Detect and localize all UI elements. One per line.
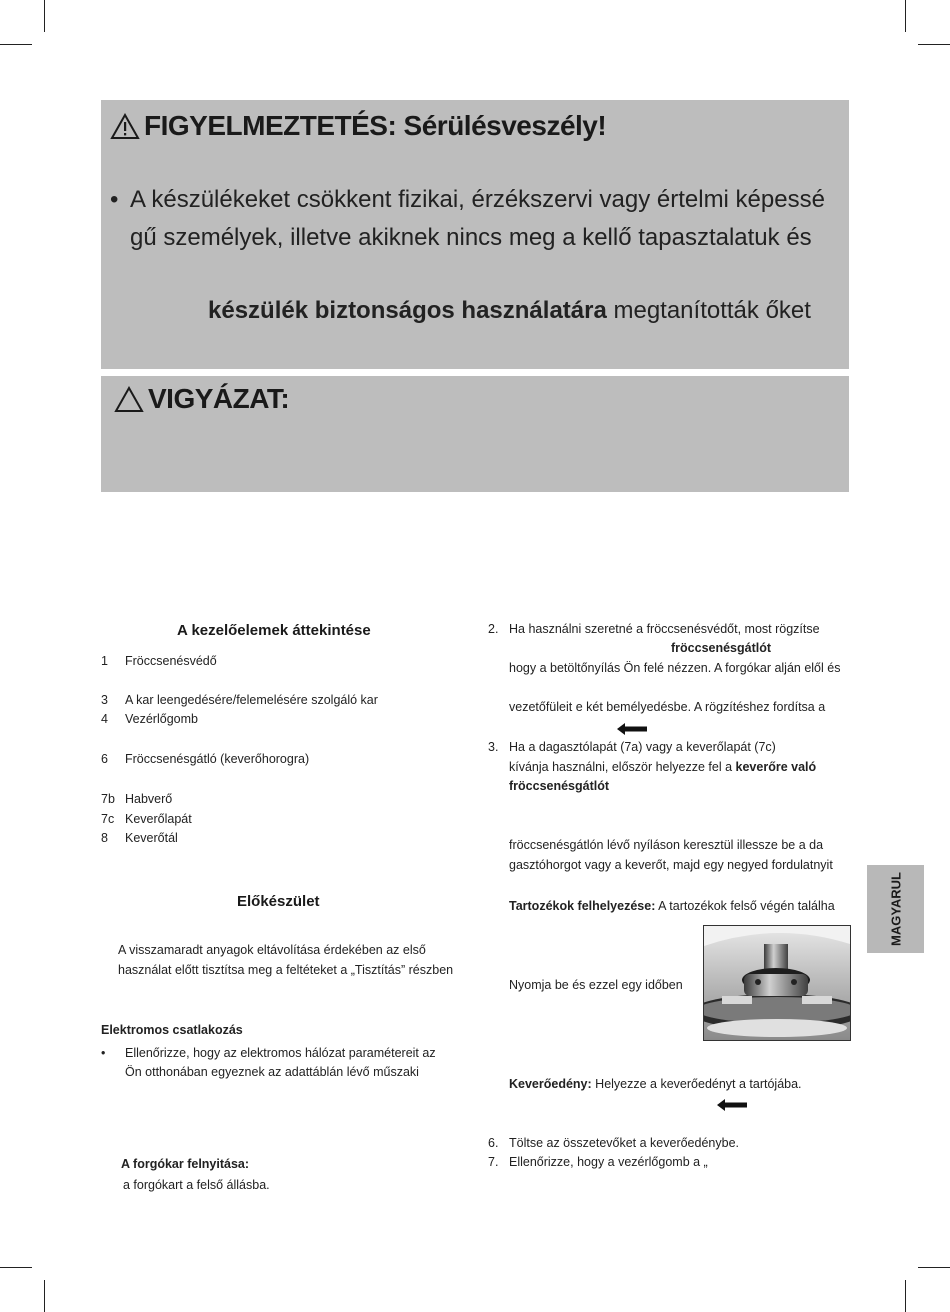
prep-text: használat előtt tisztítsa meg a feltéteket a „Tisztítás” részben [118,963,454,977]
step-number: 7. [488,1155,499,1169]
caution-title: VIGYÁZAT: [114,383,289,415]
step-text: fröccsenésgátlót [671,641,772,655]
crop-mark [918,1267,950,1268]
prep-text: A visszamaradt anyagok eltávolítása érdekében az első [118,943,426,957]
step-number: 6. [488,1136,499,1150]
list-item: Vezérlőgomb [125,712,198,726]
step-text: Ellenőrizze, hogy a vezérlőgomb a „ [509,1155,708,1169]
step-text: vezetőfüleit e két bemélyedésbe. A rögzítéshez fordítsa a [509,700,826,714]
mixer-hook-photo [703,925,851,1041]
warning-box [101,100,849,369]
crop-mark [44,0,45,32]
controls-heading: A kezelőelemek áttekintése [177,622,371,639]
bowl-text: Keverőedény: Helyezze a keverőedényt a tartójába. [509,1077,802,1091]
warning-text-line: A készülékeket csökkent fizikai, érzékszervi vagy értelmi képessé [130,186,825,213]
language-tab: MAGYARUL [867,865,924,953]
step-text: Ha használni szeretné a fröccsenésvédőt, most rögzítse [509,622,820,636]
warning-triangle-icon [114,386,144,413]
step-text: kívánja használni, először helyezze fel a keverőre való [509,760,817,774]
electric-text: Ön otthonában egyeznek az adattáblán lévő műszaki [125,1065,419,1079]
list-item: Keverőlapát [125,812,192,826]
warning-text-line: gű személyek, illetve akiknek nincs meg a kellő tapasztalatuk és [130,224,812,251]
crop-mark [905,0,906,32]
arrow-left-icon [617,723,647,735]
electric-text: Ellenőrizze, hogy az elektromos hálózat paramétereit az [125,1046,436,1060]
list-item-number: 7c [101,812,115,826]
press-text: Nyomja be és ezzel egy időben [509,978,683,992]
step-text: hogy a betöltőnyílás Ön felé nézzen. A forgókar alján elől és [509,661,841,675]
list-item-number: 6 [101,752,108,766]
step-text: fröccsenésgátlón lévő nyíláson keresztül illessze be a da [509,838,824,852]
step-text: Ha a dagasztólapát (7a) vagy a keverőlapát (7c) [509,740,776,754]
step-number: 2. [488,622,499,636]
warning-bullet: • [110,186,119,213]
list-item-number: 1 [101,654,108,668]
step-text: fröccsenésgátlót [509,779,610,793]
list-item-number: 3 [101,693,108,707]
warning-title: FIGYELMEZTETÉS: Sérülésveszély! [110,110,606,142]
arrow-left-icon [717,1099,747,1111]
electric-heading: Elektromos csatlakozás [101,1023,243,1037]
crop-mark [905,1280,906,1312]
list-item: Keverőtál [125,831,178,845]
list-item: Fröccsenésgátló (keverőhorogra) [125,752,310,766]
step-text: gasztóhorgot vagy a keverőt, majd egy negyed fordulatnyit [509,858,833,872]
accessory-text: Tartozékok felhelyezése: A tartozékok felső végén találha [509,899,835,913]
step-text: Töltse az összetevőket a keverőedénybe. [509,1136,739,1150]
caution-box [101,376,849,492]
crop-mark [0,44,32,45]
list-item-number: 8 [101,831,108,845]
arm-text: a forgókart a felső állásba. [123,1178,270,1192]
list-item: A kar leengedésére/felemelésére szolgáló kar [125,693,378,707]
list-item-number: 7b [101,792,115,806]
step-number: 3. [488,740,499,754]
list-item: Habverő [125,792,173,806]
bullet: • [101,1046,106,1060]
list-item: Fröccsenésvédő [125,654,217,668]
prep-heading: Előkészület [237,893,320,910]
warning-text-line: készülék biztonságos használatára megtanították őket [208,297,811,324]
warning-triangle-icon [110,113,140,140]
crop-mark [918,44,950,45]
crop-mark [44,1280,45,1312]
arm-heading: A forgókar felnyitása: [121,1157,250,1171]
list-item-number: 4 [101,712,108,726]
mixer-hook-illustration [704,926,850,1040]
crop-mark [0,1267,32,1268]
